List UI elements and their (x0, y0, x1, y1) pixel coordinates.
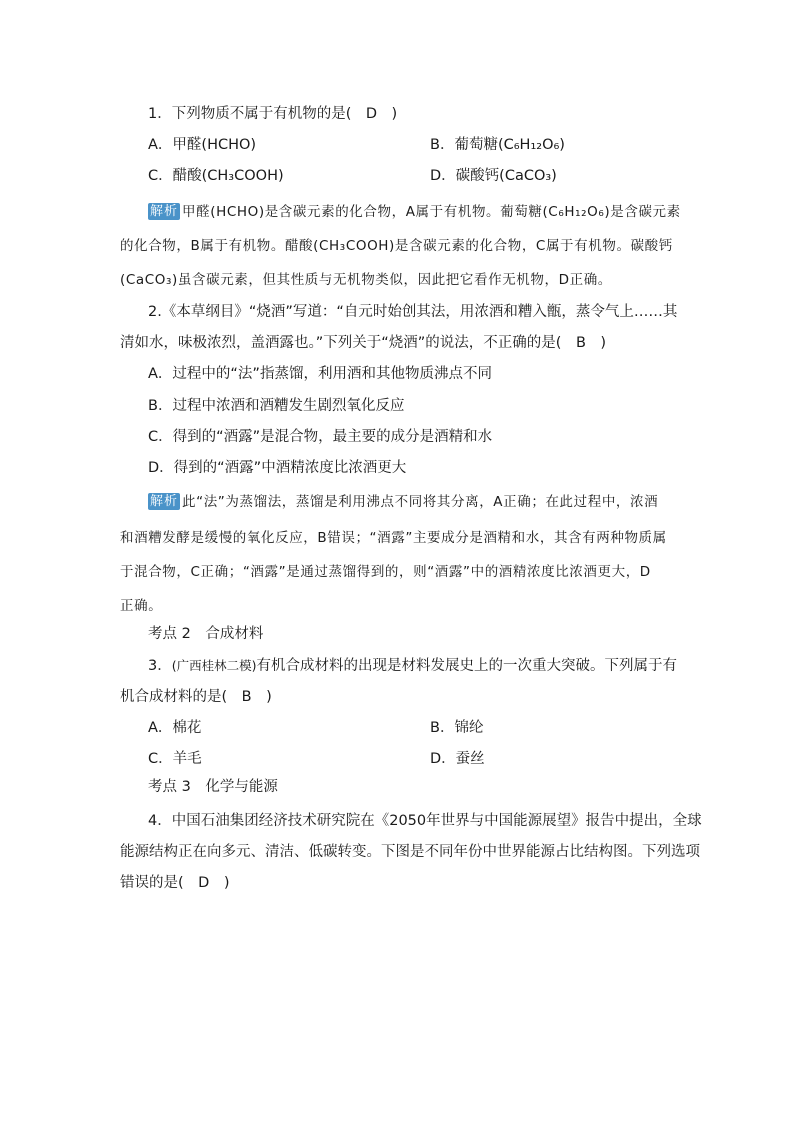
q2-explanation-text-1: 此“法”为蒸馏法，蒸馏是利用沸点不同将其分离，A正确；在此过程中，浓酒 (182, 494, 659, 510)
q1-explanation-line-1 (148, 202, 681, 222)
q1-option-c: C．醋酸(CH₃COOH) (148, 168, 284, 184)
q1-option-a: A．甲醛(HCHO) (148, 137, 257, 153)
q3-stem-text: 有机合成材料的出现是材料发展史上的一次重大突破。下列属于有 (256, 658, 677, 674)
q3-option-d: D．蚕丝 (430, 751, 485, 767)
q3-stem-line-1 (148, 656, 677, 676)
section-heading-synthetic-materials: 考点 2 合成材料 (148, 626, 264, 642)
q2-stem-line-2: 清如水，味极浓烈，盖酒露也。”下列关于“烧酒”的说法，不正确的是( B ) (120, 335, 607, 351)
q1-explanation-line-3: (CaCO₃)虽含碳元素，但其性质与无机物类似，因此把它看作无机物，D正确。 (120, 272, 612, 288)
q1-option-d: D．碳酸钙(CaCO₃) (430, 168, 557, 184)
q3-source: (广西桂林二模) (171, 658, 257, 673)
q2-explanation-line-4: 正确。 (120, 598, 163, 614)
q2-explanation-line-3: 于混合物，C正确；“酒露”是通过蒸馏得到的，则“酒露”中的酒精浓度比浓酒更大，D (120, 564, 651, 580)
q1-stem: 1．下列物质不属于有机物的是( D ) (148, 106, 398, 122)
q2-option-c: C．得到的“酒露”是混合物，最主要的成分是酒精和水 (148, 429, 493, 445)
q3-stem-line-2: 机合成材料的是( B ) (120, 689, 272, 705)
q4-stem-line-2: 能源结构正在向多元、清洁、低碳转变。下图是不同年份中世界能源占比结构图。下列选项 (120, 844, 700, 860)
q3-number: 3． (148, 658, 172, 674)
q2-stem-line-1: 2.《本草纲目》“烧酒”写道：“自元时始创其法，用浓酒和糟入甑，蒸令气上……其 (148, 304, 678, 320)
q4-stem-line-3: 错误的是( D ) (120, 875, 230, 891)
explanation-badge: 解析 (150, 494, 179, 509)
q1-explanation-line-2: 的化合物，B属于有机物。醋酸(CH₃COOH)是含碳元素的化合物，C属于有机物。碳酸钙 (120, 238, 673, 254)
q1-option-b: B．葡萄糖(C₆H₁₂O₆) (430, 137, 565, 153)
explanation-badge: 解析 (150, 204, 179, 219)
section-heading-chemistry-energy: 考点 3 化学与能源 (148, 779, 278, 795)
q2-option-a: A．过程中的“法”指蒸馏，利用酒和其他物质沸点不同 (148, 366, 492, 382)
q3-option-b: B．锦纶 (430, 720, 484, 736)
q1-explanation-text-1: 甲醛(HCHO)是含碳元素的化合物，A属于有机物。葡萄糖(C₆H₁₂O₆)是含碳元素 (182, 204, 681, 220)
q3-option-c: C．羊毛 (148, 751, 202, 767)
q2-option-d: D．得到的“酒露”中酒精浓度比浓酒更大 (148, 460, 407, 476)
q2-option-b: B．过程中浓酒和酒糟发生剧烈氧化反应 (148, 398, 405, 414)
q2-explanation-line-2: 和酒糟发酵是缓慢的氧化反应，B错误；“酒露”主要成分是酒精和水，其含有两种物质属 (120, 530, 667, 546)
q4-stem-line-1: 4．中国石油集团经济技术研究院在《2050年世界与中国能源展望》报告中提出，全球 (148, 813, 702, 829)
q2-explanation-line-1 (148, 492, 658, 512)
q3-option-a: A．棉花 (148, 720, 202, 736)
